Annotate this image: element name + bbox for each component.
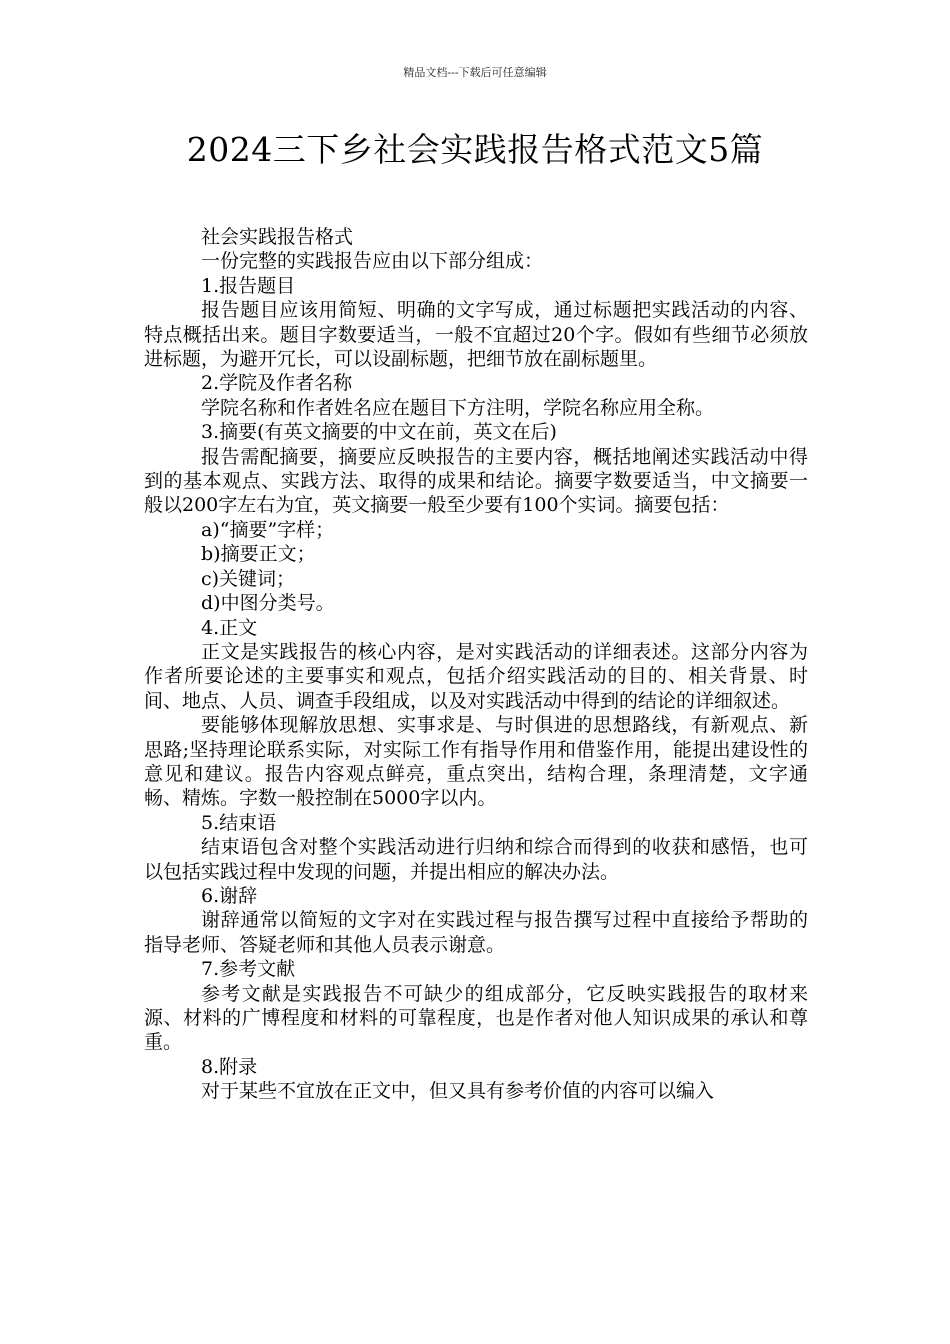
paragraph-abstract: 报告需配摘要，摘要应反映报告的主要内容，概括地阐述实践活动中得到的基本观点、实践方法、取得的成果和结论。摘要字数要适当，中文摘要一般以200字左右为宜，英文摘要一般至少要有100个实词。摘要包括： [144,445,808,517]
paragraph-main-text-2: 要能够体现解放思想、实事求是、与时俱进的思想路线，有新观点、新思路;坚持理论联系实际，对实际工作有指导作用和借鉴作用，能提出建设性的意见和建议。报告内容观点鲜亮，重点突出，结构合理，条理清楚，文字通畅、精炼。字数一般控制在5000字以内。 [144,714,808,810]
paragraph-main-text-1: 正文是实践报告的核心内容，是对实践活动的详细表述。这部分内容为作者所要论述的主要事实和观点，包括介绍实践活动的目的、相关背景、时间、地点、人员、调查手段组成，以及对实践活动中得到的结论的详细叙述。 [144,640,808,712]
document-body [144,225,808,1104]
paragraph-references: 参考文献是实践报告不可缺少的组成部分，它反映实践报告的取材来源、材料的广博程度和材料的可靠程度，也是作者对他人知识成果的承认和尊重。 [144,982,808,1054]
paragraph-acknowledgements: 谢辞通常以简短的文字对在实践过程与报告撰写过程中直接给予帮助的指导老师、答疑老师和其他人员表示谢意。 [144,909,808,956]
document-title: 2024三下乡社会实践报告格式范文5篇 [186,130,764,169]
intro-paragraph: 一份完整的实践报告应由以下部分组成： [201,250,544,273]
page-header: 精品文档---下载后可任意编辑 [403,66,547,79]
section-heading: 社会实践报告格式 [201,226,354,248]
item-heading-references: 7.参考文献 [201,958,296,981]
paragraph-college-author: 学院名称和作者姓名应在题目下方注明，学院名称应用全称。 [201,396,715,419]
list-item-abstract-a: a)“摘要”字样； [201,518,335,541]
list-item-abstract-d: d)中图分类号。 [201,592,335,615]
item-heading-abstract: 3.摘要(有英文摘要的中文在前，英文在后) [201,421,557,444]
item-heading-college-author: 2.学院及作者名称 [201,372,353,395]
item-heading-conclusion: 5.结束语 [201,811,277,834]
paragraph-conclusion: 结束语包含对整个实践活动进行归纳和综合而得到的收获和感悟，也可以包括实践过程中发现的问题，并提出相应的解决办法。 [144,836,808,883]
list-item-abstract-b: b)摘要正文； [201,543,316,566]
item-heading-main-text: 4.正文 [201,616,258,639]
list-item-abstract-c: c)关键词； [201,567,296,590]
paragraph-report-title: 报告题目应该用简短、明确的文字写成，通过标题把实践活动的内容、特点概括出来。题目字数要适当，一般不宜超过20个字。假如有些细节必须放进标题，为避开冗长，可以设副标题，把细节放在副标题里。 [144,299,808,371]
paragraph-appendix: 对于某些不宜放在正文中，但又具有参考价值的内容可以编入 [201,1080,715,1103]
item-heading-appendix: 8.附录 [201,1055,258,1078]
item-heading-acknowledgements: 6.谢辞 [201,884,258,907]
item-heading-report-title: 1.报告题目 [201,274,296,297]
